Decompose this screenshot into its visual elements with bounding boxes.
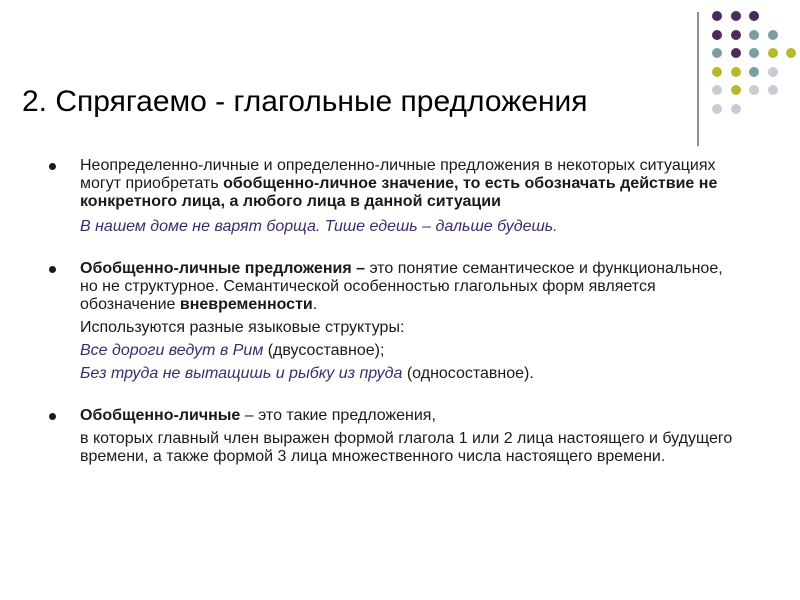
bullet-dot-icon [49,163,56,170]
bullet-2-text [80,260,737,314]
bullet-2-example-2-text: Без труда не вытащишь и рыбку из пруда [80,365,403,382]
bullet-2-period: . [312,296,318,313]
decor-dot [749,67,759,77]
decor-dot [749,85,759,95]
bullet-2-example-1-text: Все дороги ведут в Рим [80,342,264,359]
bullet-1 [47,157,737,236]
bullet-2-example-2 [80,365,737,383]
bullet-2 [47,260,737,383]
decor-dot [712,104,722,114]
title-divider [697,12,699,146]
decor-dot [731,104,741,114]
bullet-dot-icon [49,413,56,420]
bullet-dot-icon [49,266,56,273]
bullet-2-term: Обобщенно-личные предложения – [80,260,365,277]
bullet-2-keyword: вневременности [179,296,313,313]
bullet-1-text-bold: обобщенно-личное значение, то есть обозначать действие не конкретного лица, а любого лица в данной ситуации [80,175,718,210]
decor-dot [712,30,722,40]
bullet-2-structures: Используются разные языковые структуры: [80,319,405,336]
decor-dot [731,85,741,95]
bullet-1-text-part-1: Неопределенно-личные и определенно-личные предложения в некоторых ситуациях могут приобретать [80,157,716,192]
decor-dot [768,30,778,40]
decor-dot [731,67,741,77]
bullet-1-example: В нашем доме не варят борща. Тише едешь – дальше будешь. [80,218,558,235]
bullet-2-example-1 [80,342,737,360]
bullet-2-text-part-1: это понятие семантическое и функциональное, но не структурное. Семантической особенностью глагольных форм является обозначение [80,260,723,313]
decor-dot [731,11,741,21]
slide-title: 2. Спрягаемо - глагольные предложения [22,85,588,118]
bullet-3-text [80,407,737,425]
content [47,157,737,471]
decor-dot [768,48,778,58]
decor-dot [786,48,796,58]
bullet-3-term: Обобщенно-личные [80,407,241,424]
bullet-3-text-part-1: – это такие предложения, [240,407,436,424]
decor-dot [768,85,778,95]
decor-dot [712,11,722,21]
decor-dot [712,67,722,77]
decor-dot [749,30,759,40]
decor-dot [749,11,759,21]
decor-dot [768,67,778,77]
bullet-3 [47,407,737,466]
bullet-2-example-1-note: (двусоставное); [263,342,385,359]
decor-dot [731,30,741,40]
bullet-3-text-continued: в которых главный член выражен формой глагола 1 или 2 лица настоящего и будущего времени, а также формой 3 лица множественного числа настоящего времени. [80,430,733,465]
bullet-2-example-2-note: (односоставное). [402,365,534,382]
decor-dot [749,48,759,58]
decor-dot [731,48,741,58]
decor-dot [712,48,722,58]
decor-dot [712,85,722,95]
bullet-1-text [80,157,737,211]
